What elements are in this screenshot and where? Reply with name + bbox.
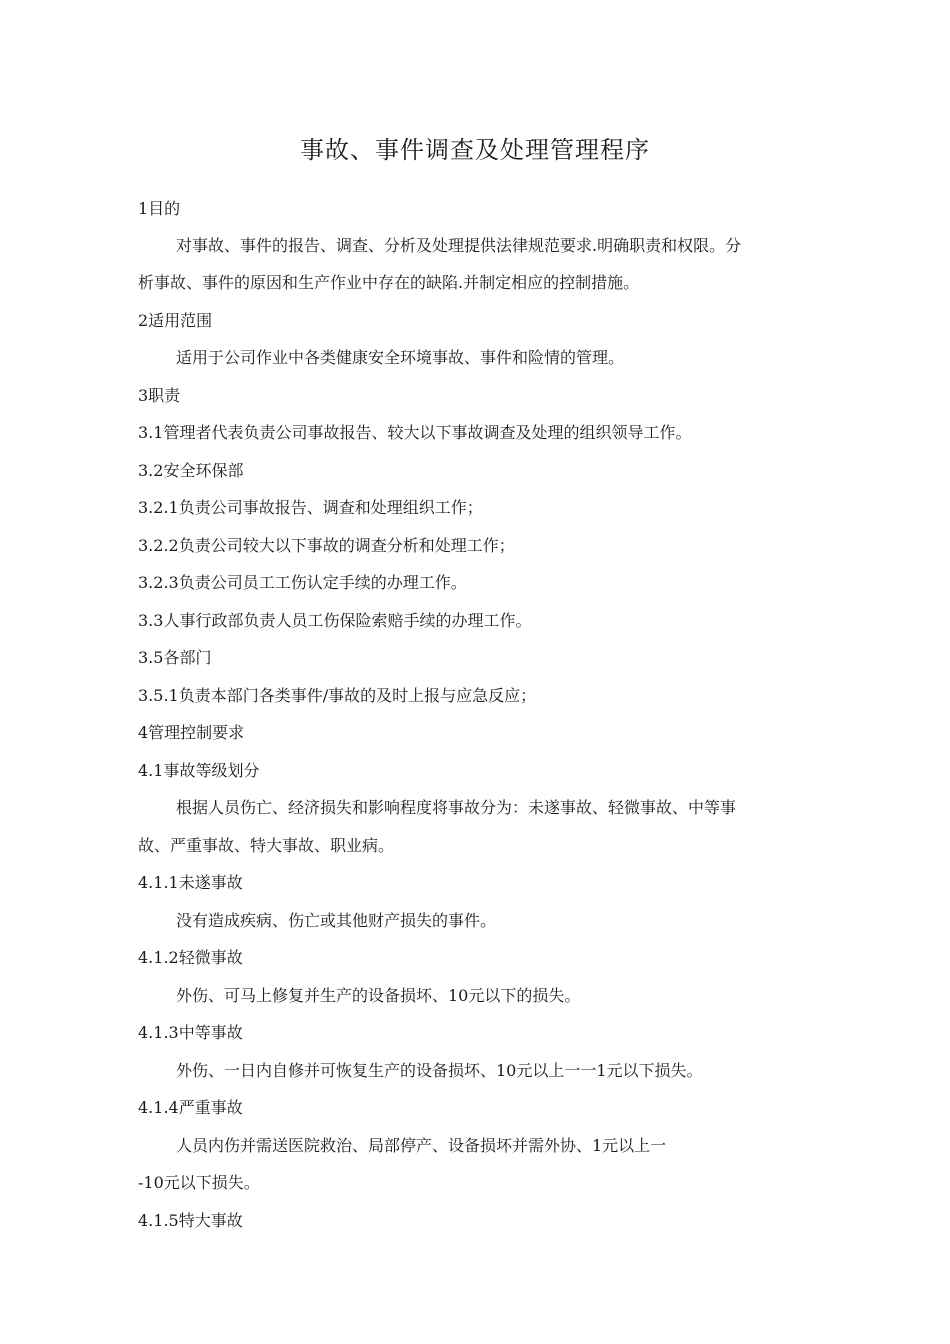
clause-line: 3.2.2负责公司较大以下事故的调查分析和处理工作； — [138, 536, 515, 555]
document-title: 事故、事件调查及处理管理程序 — [300, 136, 650, 164]
clause-line: 4.1事故等级划分 — [138, 761, 260, 780]
paragraph-line: 根据人员伤亡、经济损失和影响程度将事故分为：未遂事故、轻微事故、中等事 — [176, 798, 737, 817]
paragraph-line: -10元以下损失。 — [138, 1173, 260, 1192]
clause-line: 3.5各部门 — [138, 648, 212, 667]
clause-line: 4.1.3中等事故 — [138, 1023, 243, 1042]
paragraph-line: 析事故、事件的原因和生产作业中存在的缺陷.并制定相应的控制措施。 — [138, 273, 640, 292]
clause-line: 3.2安全环保部 — [138, 461, 244, 480]
section-heading: 2适用范围 — [138, 311, 213, 330]
paragraph-line: 对事故、事件的报告、调查、分析及处理提供法律规范要求.明确职责和权限。分 — [176, 236, 742, 255]
section-heading: 1目的 — [138, 199, 181, 218]
section-heading: 4管理控制要求 — [138, 723, 245, 742]
paragraph-line: 故、严重事故、特大事故、职业病。 — [138, 836, 395, 855]
section-heading: 3职责 — [138, 386, 181, 405]
clause-line: 3.1管理者代表负责公司事故报告、较大以下事故调查及处理的组织领导工作。 — [138, 423, 692, 442]
paragraph-line: 外伤、可马上修复并生产的设备损坏、10元以下的损失。 — [176, 986, 581, 1005]
clause-line: 4.1.2轻微事故 — [138, 948, 243, 967]
clause-line: 3.2.1负责公司事故报告、调查和处理组织工作； — [138, 498, 483, 517]
clause-line: 4.1.5特大事故 — [138, 1211, 243, 1230]
paragraph-line: 没有造成疾病、伤亡或其他财产损失的事件。 — [176, 911, 497, 930]
clause-line: 3.2.3负责公司员工工伤认定手续的办理工作。 — [138, 573, 467, 592]
clause-line: 3.5.1负责本部门各类事件/事故的及时上报与应急反应； — [138, 686, 537, 705]
clause-line: 4.1.1未遂事故 — [138, 873, 243, 892]
paragraph-line: 人员内伤并需送医院救治、局部停产、设备损坏并需外协、1元以上一 — [176, 1136, 667, 1155]
clause-line: 3.3人事行政部负责人员工伤保险索赔手续的办理工作。 — [138, 611, 532, 630]
clause-line: 4.1.4严重事故 — [138, 1098, 243, 1117]
paragraph-line: 外伤、一日内自修并可恢复生产的设备损坏、10元以上一一1元以下损失。 — [176, 1061, 703, 1080]
paragraph-line: 适用于公司作业中各类健康安全环境事故、事件和险情的管理。 — [176, 348, 625, 367]
